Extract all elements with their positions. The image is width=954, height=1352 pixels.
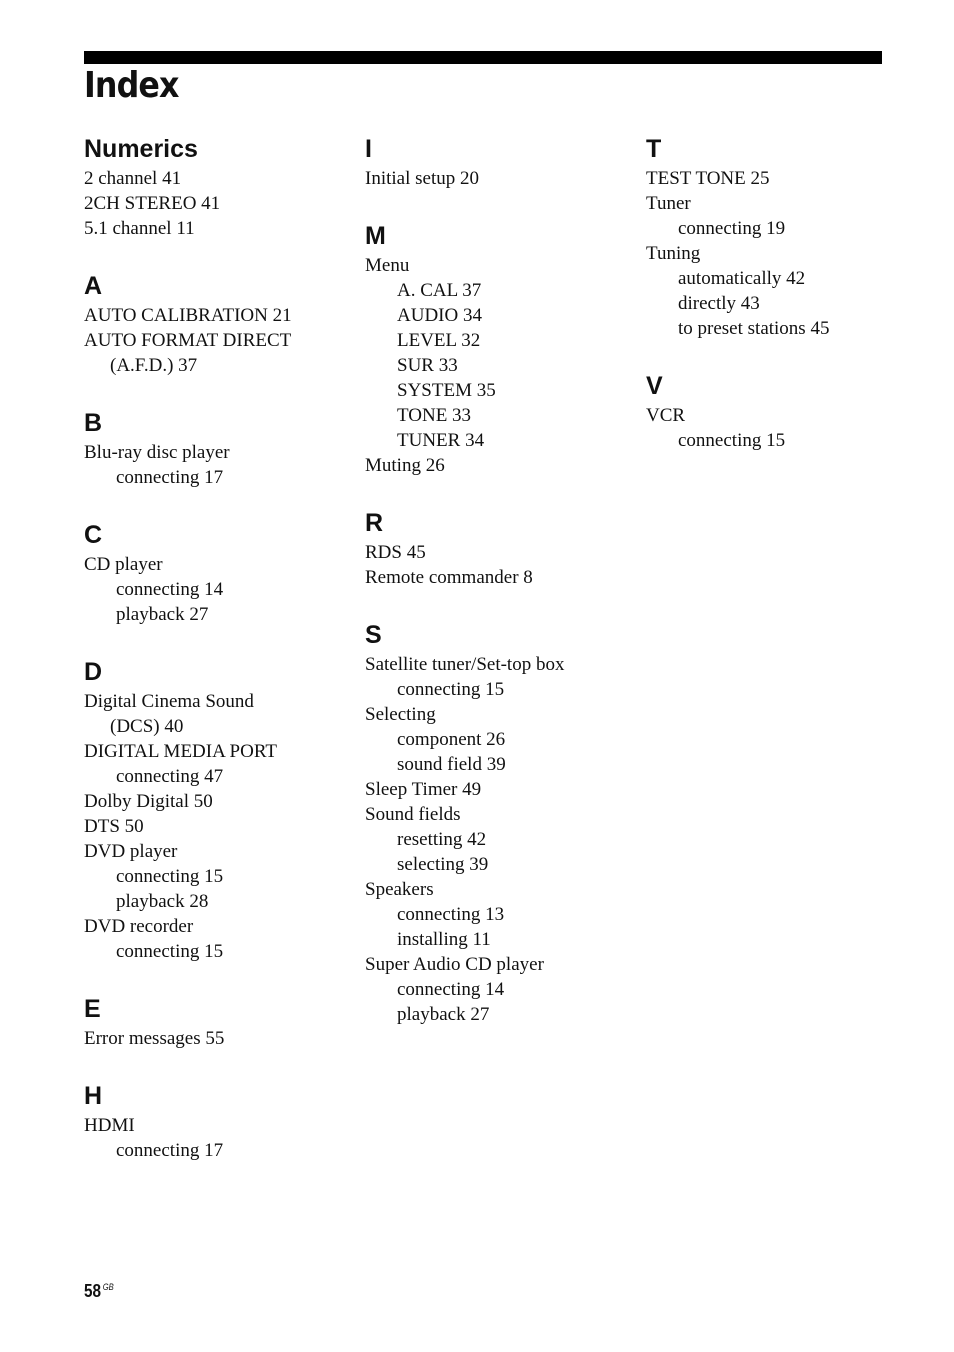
index-section bbox=[365, 618, 635, 1027]
index-subentry: connecting 15 bbox=[397, 679, 505, 700]
index-subentry: connecting 14 bbox=[397, 979, 505, 1000]
section-letter: T bbox=[646, 135, 662, 163]
page-title: Index bbox=[84, 65, 179, 106]
index-entry: AUTO CALIBRATION 21 bbox=[84, 305, 292, 326]
index-section bbox=[646, 132, 916, 341]
index-entry: 5.1 channel 11 bbox=[84, 218, 195, 239]
index-subentry: connecting 47 bbox=[116, 766, 224, 787]
index-subentry: connecting 17 bbox=[116, 1140, 224, 1161]
index-entry: Remote commander 8 bbox=[365, 567, 533, 588]
index-entry: (DCS) 40 bbox=[110, 716, 184, 737]
section-letter: C bbox=[84, 521, 103, 549]
index-entry: Menu bbox=[365, 255, 410, 276]
index-entry: DIGITAL MEDIA PORT bbox=[84, 741, 277, 762]
index-subentry: connecting 15 bbox=[116, 866, 224, 887]
index-section bbox=[84, 1079, 354, 1163]
index-section bbox=[84, 406, 354, 490]
section-letter: B bbox=[84, 409, 103, 437]
index-subentry: AUDIO 34 bbox=[397, 305, 482, 326]
index-section bbox=[84, 132, 354, 241]
index-entry: VCR bbox=[646, 405, 686, 426]
index-subentry: sound field 39 bbox=[397, 754, 506, 775]
index-entry: Tuning bbox=[646, 243, 701, 264]
header-rule bbox=[84, 51, 882, 64]
index-entry: Blu-ray disc player bbox=[84, 442, 230, 463]
index-subentry: SUR 33 bbox=[397, 355, 458, 376]
index-entry: Digital Cinema Sound bbox=[84, 691, 254, 712]
index-entry: Sleep Timer 49 bbox=[365, 779, 482, 800]
section-letter: Numerics bbox=[84, 135, 198, 163]
index-subentry: to preset stations 45 bbox=[678, 318, 830, 339]
index-entry: DVD recorder bbox=[84, 916, 194, 937]
index-section bbox=[365, 506, 635, 590]
section-letter: H bbox=[84, 1082, 103, 1110]
index-section bbox=[84, 269, 354, 378]
index-section bbox=[84, 518, 354, 627]
index-column-1 bbox=[84, 132, 354, 1191]
index-section bbox=[646, 369, 916, 453]
section-letter: M bbox=[365, 222, 386, 250]
index-subentry: playback 28 bbox=[116, 891, 209, 912]
index-section bbox=[365, 219, 635, 478]
index-entry: Initial setup 20 bbox=[365, 168, 479, 189]
index-entry: Dolby Digital 50 bbox=[84, 791, 213, 812]
index-entry: CD player bbox=[84, 554, 163, 575]
index-subentry: connecting 15 bbox=[678, 430, 786, 451]
index-entry: 2CH STEREO 41 bbox=[84, 193, 221, 214]
index-column-2 bbox=[365, 132, 635, 1055]
index-subentry: connecting 17 bbox=[116, 467, 224, 488]
section-letter: S bbox=[365, 621, 382, 649]
index-entry: DTS 50 bbox=[84, 816, 144, 837]
index-entry: Speakers bbox=[365, 879, 434, 900]
index-entry: 2 channel 41 bbox=[84, 168, 182, 189]
index-subentry: playback 27 bbox=[397, 1004, 490, 1025]
index-subentry: TUNER 34 bbox=[397, 430, 485, 451]
section-letter: E bbox=[84, 995, 101, 1023]
index-section bbox=[84, 655, 354, 964]
section-letter: D bbox=[84, 658, 103, 686]
index-subentry: A. CAL 37 bbox=[397, 280, 482, 301]
index-entry: (A.F.D.) 37 bbox=[110, 355, 198, 376]
index-subentry: playback 27 bbox=[116, 604, 209, 625]
index-subentry: SYSTEM 35 bbox=[397, 380, 496, 401]
index-subentry: LEVEL 32 bbox=[397, 330, 481, 351]
page-number bbox=[84, 1281, 114, 1302]
page-number-value: 58 bbox=[84, 1281, 102, 1301]
index-subentry: directly 43 bbox=[678, 293, 760, 314]
index-entry: Tuner bbox=[646, 193, 691, 214]
index-entry: RDS 45 bbox=[365, 542, 426, 563]
index-subentry: connecting 19 bbox=[678, 218, 786, 239]
index-subentry: component 26 bbox=[397, 729, 506, 750]
index-entry: Muting 26 bbox=[365, 455, 445, 476]
page-number-suffix: GB bbox=[102, 1282, 114, 1292]
index-subentry: automatically 42 bbox=[678, 268, 806, 289]
index-subentry: connecting 14 bbox=[116, 579, 224, 600]
section-letter: I bbox=[365, 135, 372, 163]
index-entry: AUTO FORMAT DIRECT bbox=[84, 330, 292, 351]
section-letter: R bbox=[365, 509, 384, 537]
index-entry: HDMI bbox=[84, 1115, 135, 1136]
index-entry: Selecting bbox=[365, 704, 436, 725]
index-subentry: installing 11 bbox=[397, 929, 491, 950]
index-entry: Satellite tuner/Set-top box bbox=[365, 654, 565, 675]
index-subentry: connecting 15 bbox=[116, 941, 224, 962]
index-entry: Super Audio CD player bbox=[365, 954, 544, 975]
index-subentry: resetting 42 bbox=[397, 829, 487, 850]
index-entry: TEST TONE 25 bbox=[646, 168, 770, 189]
index-subentry: TONE 33 bbox=[397, 405, 472, 426]
index-column-3 bbox=[646, 132, 916, 481]
index-subentry: connecting 13 bbox=[397, 904, 505, 925]
index-entry: DVD player bbox=[84, 841, 178, 862]
index-entry: Sound fields bbox=[365, 804, 461, 825]
index-section bbox=[84, 992, 354, 1051]
index-section bbox=[365, 132, 635, 191]
section-letter: A bbox=[84, 272, 103, 300]
section-letter: V bbox=[646, 372, 663, 400]
index-entry: Error messages 55 bbox=[84, 1028, 225, 1049]
index-subentry: selecting 39 bbox=[397, 854, 489, 875]
